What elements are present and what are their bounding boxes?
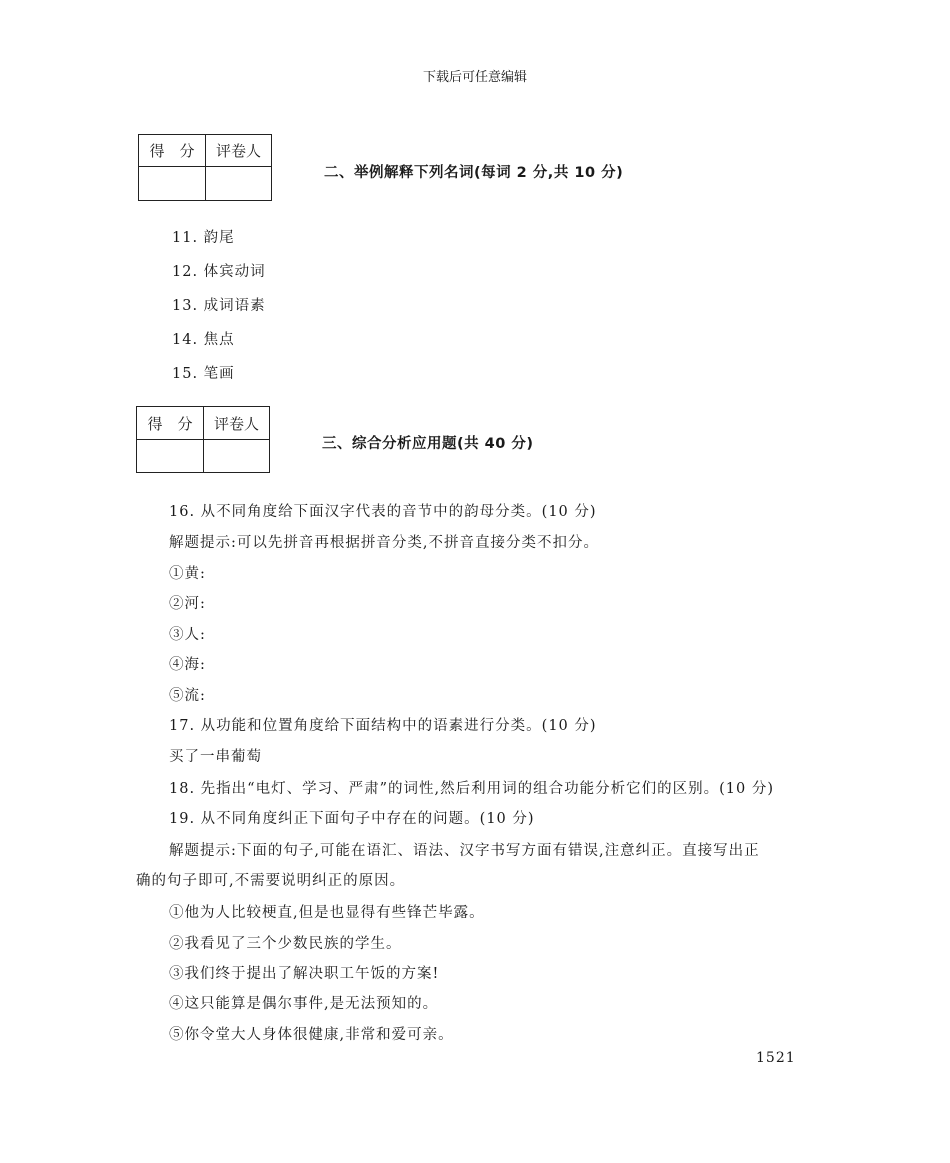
answer-line: ④海: (169, 657, 206, 673)
page-number: 1521 (756, 1050, 796, 1066)
score-cell (139, 167, 206, 201)
term-item: 14. 焦点 (172, 332, 235, 348)
question-17: 17. 从功能和位置角度给下面结构中的语素进行分类。(10 分) (169, 718, 597, 734)
term-item: 11. 韵尾 (172, 230, 235, 246)
page-header: 下载后可任意编辑 (422, 70, 527, 85)
grader-cell (204, 440, 270, 473)
term-item: 12. 体宾动词 (172, 264, 266, 280)
term-item: 15. 笔画 (172, 366, 235, 382)
section3-title: 三、综合分析应用题(共 40 分) (322, 436, 534, 452)
term-item: 13. 成词语素 (172, 298, 266, 314)
grader-label: 评卷人 (204, 407, 270, 440)
grader-label: 评卷人 (206, 135, 272, 167)
score-label: 得 分 (137, 407, 204, 440)
answer-line: ②河: (169, 596, 206, 612)
sentence-item: ④这只能算是偶尔事件,是无法预知的。 (169, 996, 439, 1012)
question-16: 16. 从不同角度给下面汉字代表的音节中的韵母分类。(10 分) (169, 504, 597, 520)
question-19: 19. 从不同角度纠正下面句子中存在的问题。(10 分) (169, 811, 535, 827)
score-table-section3 (136, 406, 270, 473)
sentence-item: ③我们终于提出了解决职工午饭的方案! (169, 966, 440, 982)
answer-line: ⑤流: (169, 688, 206, 704)
score-label: 得 分 (139, 135, 206, 167)
example-phrase: 买了一串葡萄 (169, 749, 262, 765)
answer-line: ①黄: (169, 566, 206, 582)
grader-cell (206, 167, 272, 201)
hint-19-cont: 确的句子即可,不需要说明纠正的原因。 (136, 873, 406, 889)
score-table-section2 (138, 134, 272, 201)
sentence-item: ①他为人比较梗直,但是也显得有些锋芒毕露。 (169, 905, 485, 921)
sentence-item: ⑤你令堂大人身体很健康,非常和爱可亲。 (169, 1027, 454, 1043)
answer-line: ③人: (169, 627, 206, 643)
sentence-item: ②我看见了三个少数民族的学生。 (169, 936, 402, 952)
hint-16: 解题提示:可以先拼音再根据拼音分类,不拼音直接分类不扣分。 (169, 535, 599, 551)
question-18: 18. 先指出“电灯、学习、严肃”的词性,然后利用词的组合功能分析它们的区别。(10 分) (169, 781, 774, 797)
score-cell (137, 440, 204, 473)
hint-19: 解题提示:下面的句子,可能在语汇、语法、汉字书写方面有错误,注意纠正。直接写出正 (169, 843, 760, 859)
section2-title: 二、举例解释下列名词(每词 2 分,共 10 分) (324, 165, 624, 181)
